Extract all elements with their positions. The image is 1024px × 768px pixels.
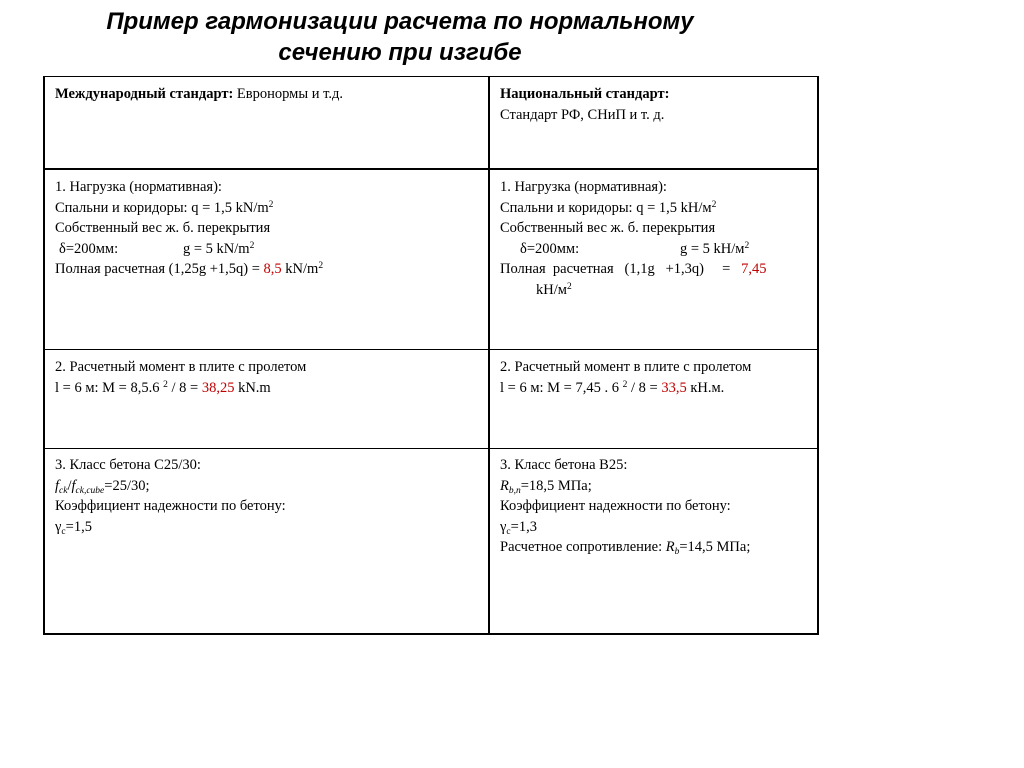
rbn-subscript: b,n xyxy=(508,485,521,496)
gamma-symbol-left: γ xyxy=(55,518,62,535)
safety-factor-right-value: =1,3 xyxy=(510,518,537,535)
international-standard-text: Евронормы и т.д. xyxy=(233,86,343,102)
load-bedrooms-right xyxy=(500,198,767,219)
load-total-right-unit: kH/м xyxy=(536,281,567,298)
load-total-right-value: 7,45 xyxy=(741,261,767,277)
table-border-bottom xyxy=(44,633,819,635)
load-cell-right xyxy=(500,177,767,300)
moment-formula-left-sup: 2 xyxy=(163,379,168,390)
safety-factor-label-right: Коэффициент надежности по бетону: xyxy=(500,498,731,514)
national-standard-label: Национальный стандарт: xyxy=(500,86,670,102)
moment-cell-right xyxy=(500,357,751,398)
load-bedrooms-right-sup: 2 xyxy=(711,199,717,210)
safety-factor-left xyxy=(55,517,286,538)
fckcube-symbol: f xyxy=(71,477,76,494)
load-thickness-left xyxy=(55,239,323,260)
selfweight-g-left-sup: 2 xyxy=(249,240,255,251)
moment-value-left: 38,25 xyxy=(201,379,235,396)
safety-factor-left-value: =1,5 xyxy=(65,518,92,535)
moment-unit-right: кН.м. xyxy=(686,379,725,396)
fck-slash: / xyxy=(67,477,72,494)
row-divider-2 xyxy=(44,349,819,350)
moment-formula-left xyxy=(55,378,306,399)
selfweight-g-right: g = 5 kH/м xyxy=(680,240,745,257)
title-line-1: Пример гармонизации расчета по нормальному xyxy=(106,8,694,35)
rbn-symbol: R xyxy=(500,477,509,494)
concrete-strength-left xyxy=(55,476,286,497)
fck-subscript: ck xyxy=(59,485,68,496)
moment-formula-right-a: l = 6 м: M = 7,45 . 6 xyxy=(500,379,623,396)
fck-symbol: f xyxy=(55,477,60,494)
load-selfweight-right: Собственный вес ж. б. перекрытия xyxy=(500,220,716,236)
thickness-right-text: δ=200мм: xyxy=(520,240,580,257)
load-cell-left xyxy=(55,177,323,280)
load-total-right xyxy=(500,259,767,280)
thickness-left-text: δ=200мм: xyxy=(59,240,119,257)
moment-formula-right xyxy=(500,378,751,399)
gamma-subscript-right: c xyxy=(506,526,511,537)
safety-factor-right xyxy=(500,517,750,538)
design-resistance-label: Расчетное сопротивление: xyxy=(500,539,666,555)
gamma-symbol-right: γ xyxy=(500,518,507,535)
load-total-left-text: Полная расчетная (1,25g +1,5q) = xyxy=(55,261,264,277)
load-total-left-sup: 2 xyxy=(318,261,324,271)
rb-symbol: R xyxy=(665,539,675,555)
concrete-strength-right-value: =18,5 МПа; xyxy=(520,477,592,494)
load-total-left-unit: kN/m xyxy=(281,261,319,277)
load-total-right-sup: 2 xyxy=(566,281,572,292)
load-thickness-right xyxy=(500,239,767,260)
concrete-class-right: 3. Класс бетона В25: xyxy=(500,457,628,473)
load-bedrooms-left xyxy=(55,198,323,219)
safety-factor-label-left: Коэффициент надежности по бетону: xyxy=(55,498,286,514)
rb-subscript: b xyxy=(674,547,680,557)
column-divider xyxy=(488,76,490,635)
concrete-class-left: 3. Класс бетона С25/30: xyxy=(55,457,201,473)
load-bedrooms-left-text: Спальни и коридоры: q = 1,5 kN/m xyxy=(55,199,269,216)
moment-title-right: 2. Расчетный момент в плите с пролетом xyxy=(500,359,752,375)
moment-formula-left-b: / 8 = xyxy=(167,379,202,396)
national-standard-text: Стандарт РФ, СНиП и т. д. xyxy=(500,106,665,123)
load-total-right-unit-line xyxy=(500,280,767,301)
table-border-right xyxy=(817,76,819,635)
load-title-right: 1. Нагрузка (нормативная): xyxy=(500,179,667,195)
concrete-cell-left xyxy=(55,455,286,537)
concrete-strength-left-value: =25/30; xyxy=(104,477,150,494)
moment-unit-left: kN.m xyxy=(234,379,271,396)
header-cell-international xyxy=(55,84,343,105)
moment-value-right: 33,5 xyxy=(661,379,687,396)
international-standard-label: Международный стандарт: xyxy=(55,86,234,102)
design-resistance-value: =14,5 МПа; xyxy=(679,539,751,555)
concrete-strength-right xyxy=(500,476,750,497)
gamma-subscript-left: c xyxy=(61,526,66,537)
moment-formula-left-a: l = 6 м: M = 8,5.6 xyxy=(55,379,164,396)
load-selfweight-left: Собственный вес ж. б. перекрытия xyxy=(55,220,271,236)
moment-title-left: 2. Расчетный момент в плите с пролетом xyxy=(55,359,307,375)
load-total-left-value: 8,5 xyxy=(263,261,282,277)
table-border-top xyxy=(44,76,819,77)
design-resistance-right xyxy=(500,537,750,558)
title-line-2: сечению при изгибе xyxy=(278,39,522,66)
selfweight-g-right-sup: 2 xyxy=(744,240,750,251)
moment-formula-right-sup: 2 xyxy=(622,379,628,390)
selfweight-g-left: g = 5 kN/m xyxy=(183,240,250,257)
load-bedrooms-left-sup: 2 xyxy=(268,199,274,210)
load-title-left: 1. Нагрузка (нормативная): xyxy=(55,179,222,195)
moment-formula-right-b: / 8 = xyxy=(627,379,662,396)
table-border-left xyxy=(43,76,45,635)
header-cell-national xyxy=(500,84,669,125)
fckcube-subscript: ck,cube xyxy=(75,485,105,496)
moment-cell-left xyxy=(55,357,306,398)
row-divider-3 xyxy=(44,448,819,449)
row-divider-1 xyxy=(44,168,819,170)
load-bedrooms-right-text: Спальни и коридоры: q = 1,5 kH/м xyxy=(500,199,712,216)
load-total-right-text: Полная расчетная (1,1g +1,3q) = xyxy=(500,261,742,277)
load-total-left xyxy=(55,259,323,280)
concrete-cell-right xyxy=(500,455,750,558)
